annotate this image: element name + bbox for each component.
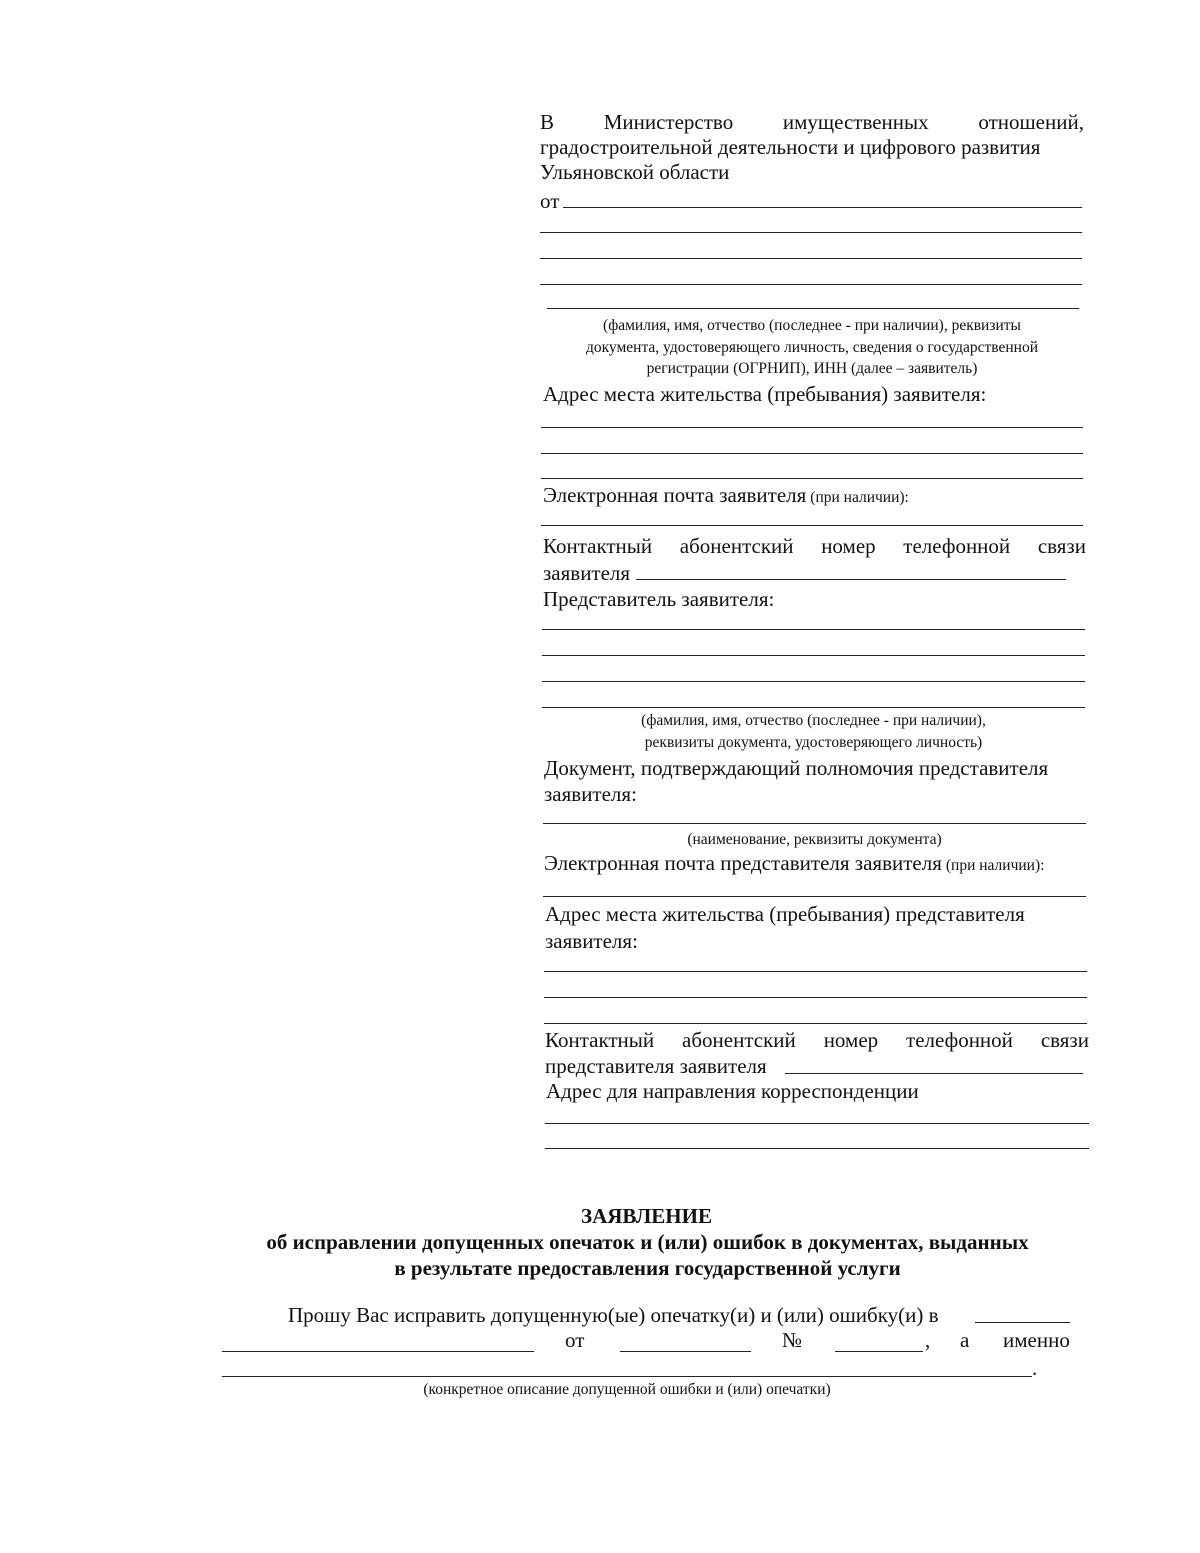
error-description-note: (конкретное описание допущенной ошибки и (или) опечатки) (423, 1381, 831, 1398)
representative-doc-field[interactable] (543, 823, 1086, 824)
representative-address-line-1: Адрес места жительства (пребывания) представителя (545, 902, 1025, 926)
applicant-note-line-2: документа, удостоверяющего личность, сведения о государственной (585, 339, 1038, 356)
representative-email-label (544, 853, 1044, 874)
document-name-field[interactable] (222, 1351, 534, 1352)
number-sign: № (782, 1328, 803, 1352)
representative-address-field[interactable] (544, 997, 1087, 998)
applicant-phone-line-1 (543, 536, 1086, 557)
representative-doc-note: (наименование, реквизиты документа) (687, 831, 942, 848)
representative-address-field[interactable] (544, 1023, 1087, 1024)
representative-email-hint: (при наличии): (945, 857, 1045, 874)
applicant-note-line-3: регистрации (ОГРНИП), ИНН (далее – заявитель) (646, 360, 978, 377)
applicant-name-field[interactable] (563, 207, 1082, 208)
representative-note-line-1: (фамилия, имя, отчество (последнее - при наличии), (641, 712, 986, 729)
correspondence-field[interactable] (545, 1148, 1089, 1149)
applicant-phone-line-2: заявителя (543, 561, 631, 585)
applicant-email-field[interactable] (541, 525, 1083, 526)
comma: , (925, 1328, 931, 1352)
phone-word: абонентский (679, 534, 794, 558)
representative-phone-line-1 (545, 1030, 1089, 1051)
phone-word: номер (823, 1028, 879, 1052)
phone-word: телефонной (906, 1028, 1013, 1052)
document-number-field[interactable] (835, 1351, 923, 1352)
applicant-address-field[interactable] (541, 478, 1083, 479)
a-word: а (960, 1328, 970, 1352)
representative-name-field[interactable] (542, 681, 1085, 682)
ministry-word: имущественных (782, 110, 929, 134)
applicant-name-field[interactable] (540, 258, 1082, 259)
representative-name-field[interactable] (542, 655, 1085, 656)
ministry-word: отношений, (978, 110, 1084, 134)
phone-word: связи (1037, 534, 1086, 558)
representative-email-text: Электронная почта представителя заявителя (544, 851, 942, 875)
correspondence-label: Адрес для направления корреспонденции (546, 1079, 919, 1103)
applicant-address-field[interactable] (541, 427, 1083, 428)
applicant-address-label: Адрес места жительства (пребывания) заявителя: (543, 382, 987, 406)
statement-title: ЗАЯВЛЕНИЕ (581, 1204, 712, 1228)
applicant-name-field[interactable] (540, 232, 1082, 233)
phone-word: Контактный (543, 534, 653, 558)
from-word: от (565, 1328, 585, 1352)
applicant-name-field[interactable] (540, 284, 1082, 285)
document-date-field[interactable] (620, 1351, 751, 1352)
ministry-line-1 (540, 112, 1084, 133)
applicant-name-field[interactable] (547, 308, 1079, 309)
representative-doc-label-line-1: Документ, подтверждающий полномочия представителя (544, 756, 1049, 780)
document-name-field[interactable] (975, 1322, 1070, 1323)
ministry-word: В (540, 110, 555, 134)
phone-word: номер (821, 534, 876, 558)
error-description-field[interactable] (222, 1376, 1032, 1377)
phone-word: связи (1040, 1028, 1089, 1052)
phone-word: Контактный (545, 1028, 655, 1052)
statement-body-line-1: Прошу Вас исправить допущенную(ые) опечатку(и) и (или) ошибку(и) в (288, 1303, 939, 1327)
namely-word: именно (1003, 1328, 1070, 1352)
applicant-address-field[interactable] (541, 453, 1083, 454)
representative-label: Представитель заявителя: (543, 587, 775, 611)
ministry-line-3: Ульяновской области (540, 160, 730, 184)
ministry-line-2: градостроительной деятельности и цифрового развития (540, 135, 1041, 159)
representative-name-field[interactable] (542, 629, 1085, 630)
from-label: от (540, 189, 560, 213)
phone-word: абонентский (682, 1028, 796, 1052)
representative-phone-line-2: представителя заявителя (545, 1054, 767, 1078)
statement-subtitle-line-2: в результате предоставления государственной услуги (394, 1256, 901, 1280)
statement-subtitle-line-1: об исправлении допущенных опечаток и (или) ошибок в документах, выданных (266, 1230, 1029, 1254)
ministry-word: Министерство (603, 110, 734, 134)
period: . (1032, 1356, 1038, 1380)
representative-name-field[interactable] (542, 707, 1085, 708)
correspondence-field[interactable] (545, 1123, 1089, 1124)
applicant-note-line-1: (фамилия, имя, отчество (последнее - при наличии), реквизиты (603, 317, 1021, 334)
representative-phone-field[interactable] (785, 1073, 1083, 1074)
representative-doc-label-line-2: заявителя: (544, 782, 637, 806)
representative-address-field[interactable] (544, 971, 1087, 972)
applicant-email-hint: (при наличии): (810, 489, 909, 506)
representative-address-line-2: заявителя: (545, 929, 638, 953)
applicant-email-label (543, 485, 909, 506)
applicant-phone-field[interactable] (636, 579, 1066, 580)
representative-email-field[interactable] (543, 896, 1086, 897)
representative-note-line-2: реквизиты документа, удостоверяющего личность) (644, 734, 983, 751)
applicant-email-text: Электронная почта заявителя (543, 483, 807, 507)
phone-word: телефонной (903, 534, 1011, 558)
